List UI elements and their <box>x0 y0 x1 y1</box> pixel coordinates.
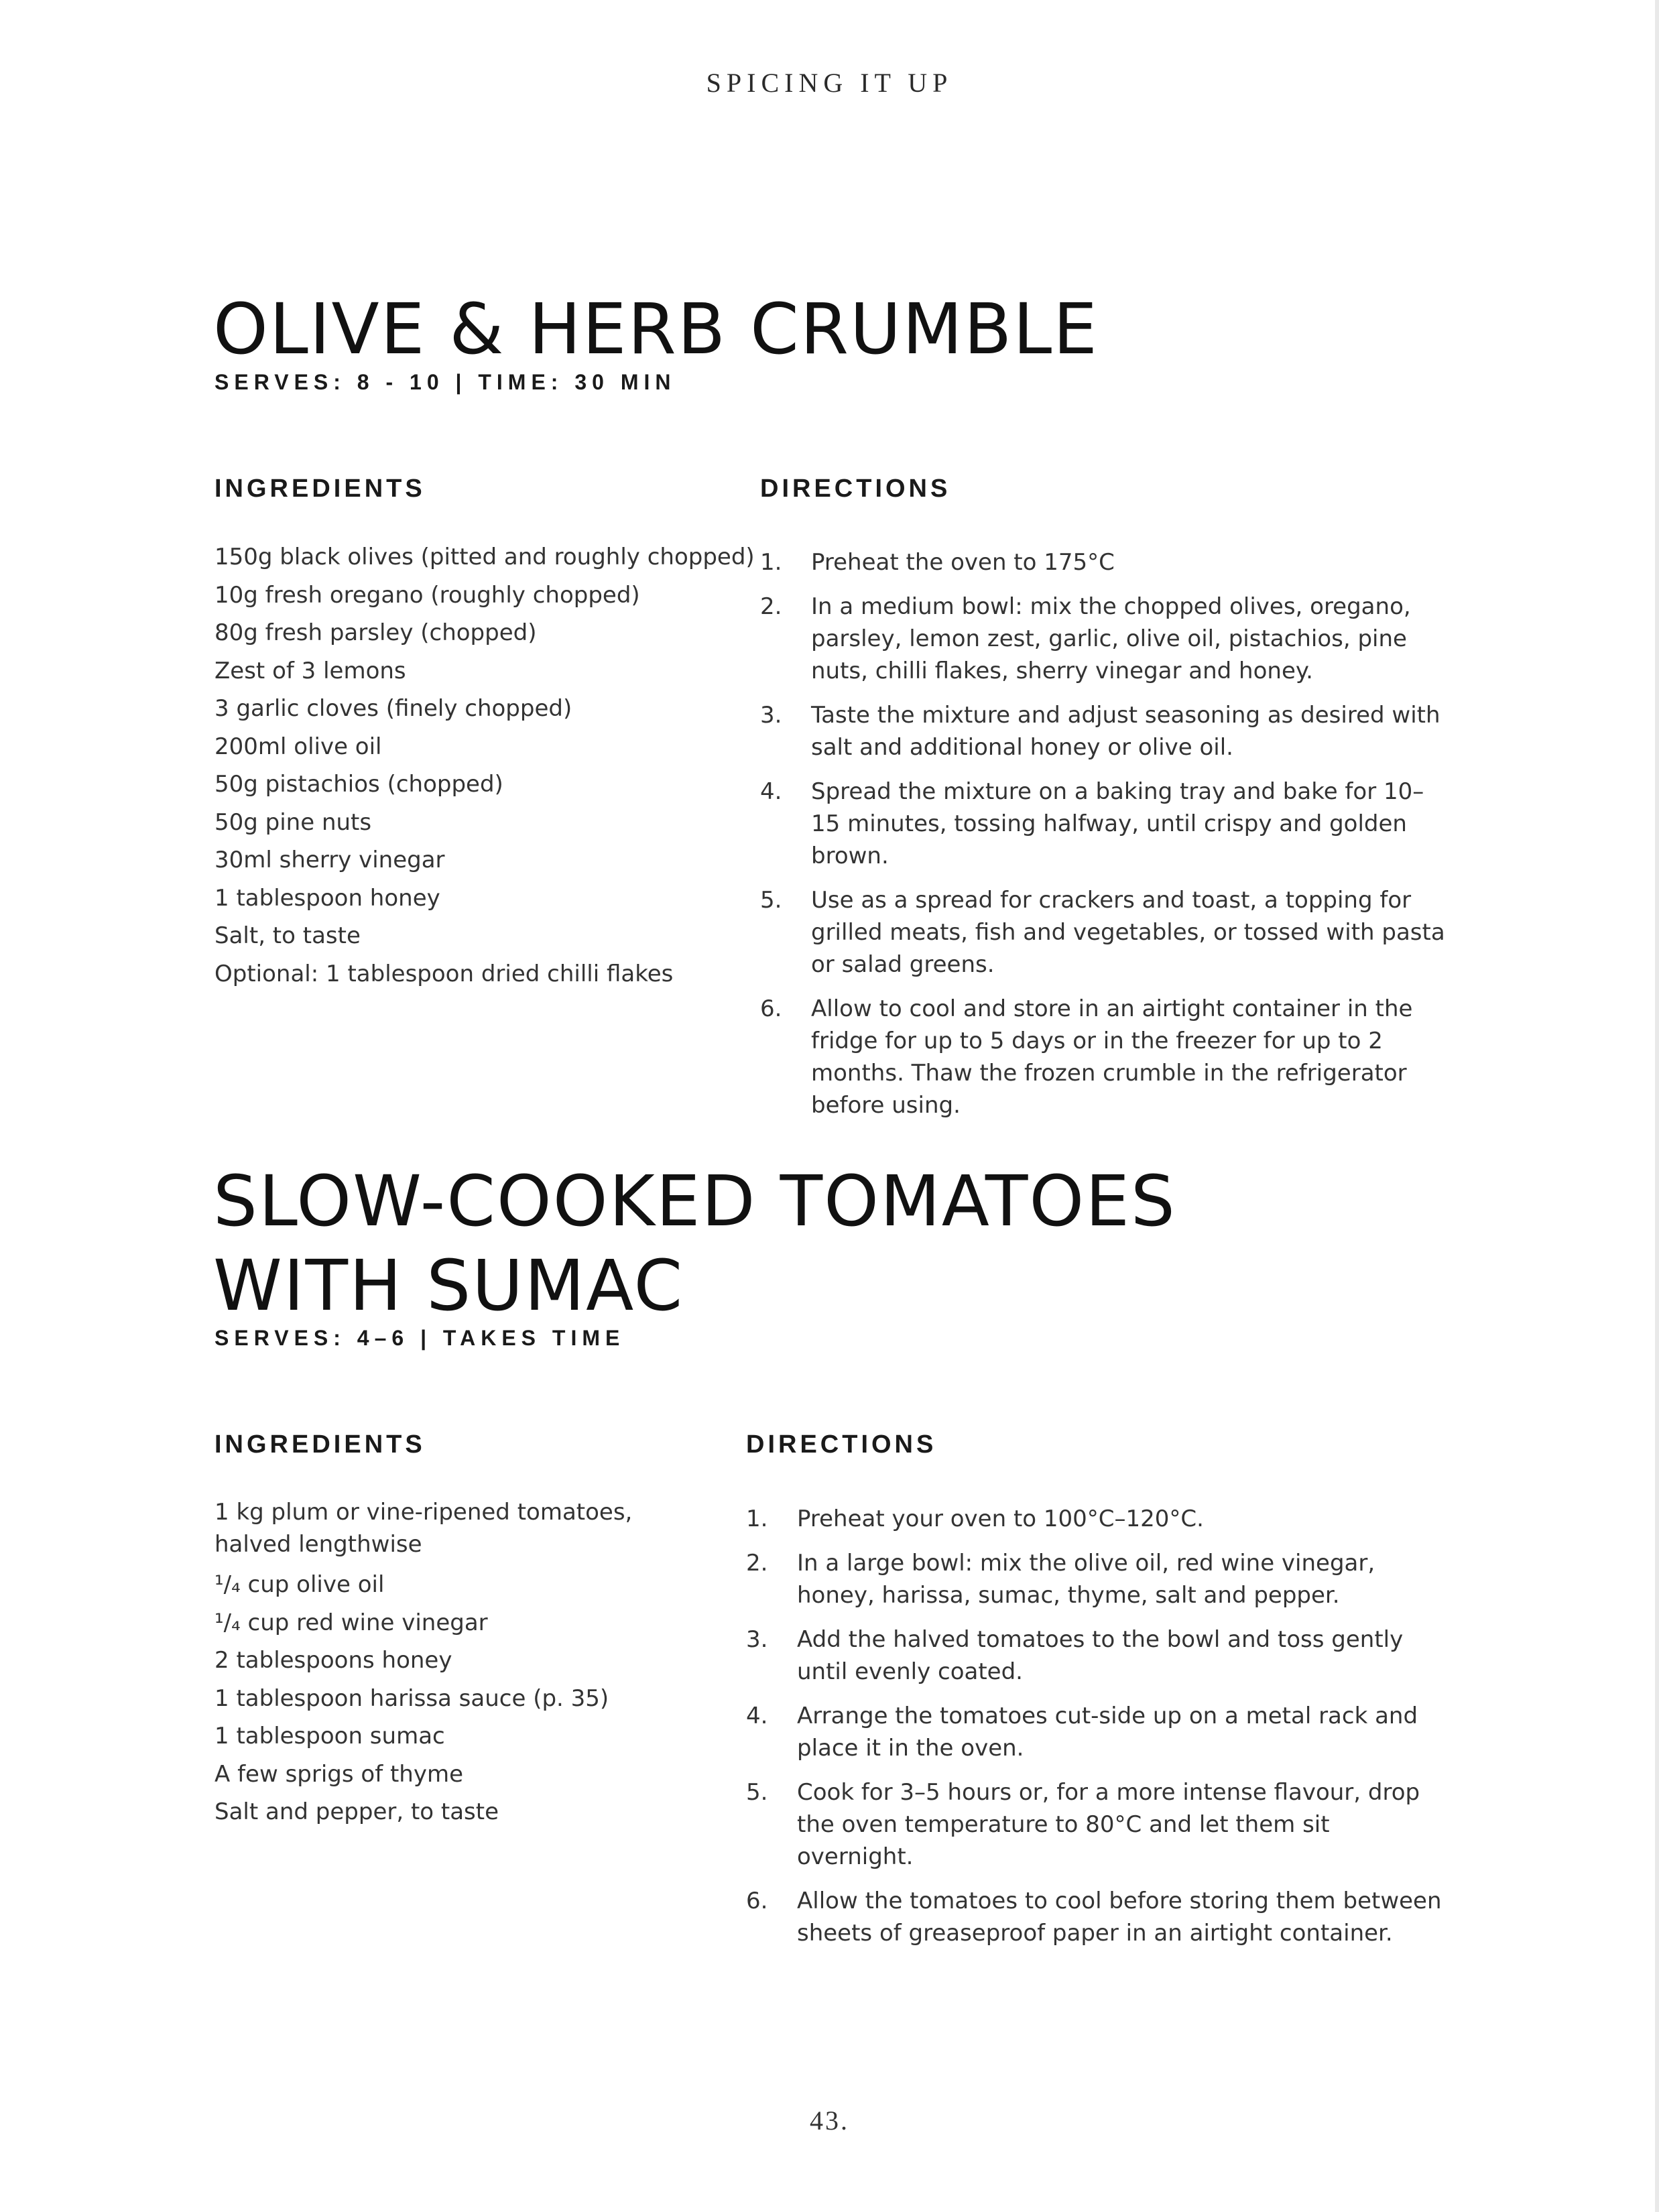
step-number: 6. <box>746 1888 768 1914</box>
direction-step <box>746 1547 1451 1611</box>
ingredient-item: 80g fresh parsley (chopped) <box>214 619 537 646</box>
recipe-title-line: SLOW-COOKED TOMATOES <box>213 1160 1176 1242</box>
step-number: 4. <box>760 778 782 805</box>
step-text: Taste the mixture and adjust seasoning as desired with salt and additional honey or olive oil. <box>811 702 1440 761</box>
step-text: Spread the mixture on a baking tray and bake for 10–15 minutes, tossing halfway, until crispy and golden brown. <box>811 778 1424 869</box>
step-text: Arrange the tomatoes cut-side up on a metal rack and place it in the oven. <box>797 1703 1418 1762</box>
ingredient-item: 1 tablespoon honey <box>214 884 440 912</box>
recipe-title <box>213 287 1099 371</box>
step-number: 3. <box>760 702 782 729</box>
ingredient-item: 30ml sherry vinegar <box>214 847 445 873</box>
ingredient-item: 2 tablespoons honey <box>214 1647 452 1674</box>
running-head: SPICING IT UP <box>706 68 953 98</box>
ingredient-item: A few sprigs of thyme <box>214 1760 464 1788</box>
direction-step <box>760 884 1451 981</box>
direction-step <box>746 1776 1451 1873</box>
direction-step <box>746 1700 1451 1764</box>
step-number: 6. <box>760 995 782 1022</box>
ingredients-list <box>214 1496 643 1831</box>
ingredient-item: ¹/₄ cup red wine vinegar <box>214 1609 488 1636</box>
step-text: In a medium bowl: mix the chopped olives, oregano, parsley, lemon zest, garlic, olive oil, pistachios, pine nuts, chilli flakes, sherry vinegar and honey. <box>811 593 1411 684</box>
ingredient-item: Salt, to taste <box>214 922 361 949</box>
ingredient-item: 50g pine nuts <box>214 808 372 836</box>
step-text: Allow the tomatoes to cool before storing them between sheets of greaseproof paper in an airtight container. <box>797 1888 1442 1947</box>
step-number: 1. <box>746 1506 768 1532</box>
ingredient-item: 50g pistachios (chopped) <box>214 771 503 798</box>
direction-step <box>746 1623 1451 1688</box>
step-text: In a large bowl: mix the olive oil, red wine vinegar, honey, harissa, sumac, thyme, salt and pepper. <box>797 1550 1375 1609</box>
ingredients-heading: INGREDIENTS <box>214 475 426 503</box>
recipe-title-line: OLIVE & HERB CRUMBLE <box>213 288 1099 370</box>
ingredient-item: 10g fresh oregano (roughly chopped) <box>214 581 640 609</box>
ingredient-item: 150g black olives (pitted and roughly chopped) <box>214 544 755 570</box>
direction-step <box>746 1503 1451 1535</box>
direction-step <box>760 591 1451 687</box>
step-text: Add the halved tomatoes to the bowl and toss gently until evenly coated. <box>797 1626 1404 1685</box>
step-text: Use as a spread for crackers and toast, a topping for grilled meats, fish and vegetables, or tossed with pasta or salad greens. <box>811 887 1445 978</box>
step-text: Preheat your oven to 100°C–120°C. <box>797 1506 1204 1532</box>
direction-step <box>746 1885 1451 1949</box>
direction-step <box>760 993 1451 1121</box>
recipe-title <box>213 1159 1176 1328</box>
page-edge-shadow <box>1655 0 1659 2212</box>
step-text: Cook for 3–5 hours or, for a more intense flavour, drop the oven temperature to 80°C and let them sit overnight. <box>797 1779 1420 1870</box>
step-number: 1. <box>760 549 782 576</box>
ingredient-item: 1 tablespoon harissa sauce (p. 35) <box>214 1684 609 1712</box>
ingredient-item: Salt and pepper, to taste <box>214 1798 499 1825</box>
recipe-title-line: WITH SUMAC <box>213 1245 684 1327</box>
step-number: 2. <box>760 593 782 620</box>
step-number: 5. <box>746 1779 768 1806</box>
direction-step <box>760 699 1451 763</box>
ingredient-item: Zest of 3 lemons <box>214 657 406 684</box>
step-text: Allow to cool and store in an airtight container in the fridge for up to 5 days or in the freezer for up to 2 months. Thaw the frozen crumble in the refrigerator before using. <box>811 995 1413 1119</box>
step-number: 4. <box>746 1703 768 1729</box>
directions-list <box>746 1503 1451 1961</box>
ingredient-item: 1 tablespoon sumac <box>214 1723 445 1749</box>
direction-step <box>760 546 1451 578</box>
directions-heading: DIRECTIONS <box>746 1430 937 1459</box>
step-text: Preheat the oven to 175°C <box>811 549 1115 576</box>
ingredient-item: 1 kg plum or vine-ripened tomatoes, halved lengthwise <box>214 1499 633 1558</box>
direction-step <box>760 776 1451 872</box>
step-number: 3. <box>746 1626 768 1653</box>
step-number: 2. <box>746 1550 768 1577</box>
ingredients-heading: INGREDIENTS <box>214 1430 426 1459</box>
step-number: 5. <box>760 887 782 914</box>
ingredient-item: 3 garlic cloves (finely chopped) <box>214 695 572 722</box>
recipe-meta: SERVES: 8 - 10 | TIME: 30 MIN <box>214 370 676 394</box>
ingredient-item: ¹/₄ cup olive oil <box>214 1571 385 1598</box>
ingredients-list <box>214 538 755 993</box>
recipe-meta: SERVES: 4–6 | TAKES TIME <box>214 1326 625 1350</box>
ingredient-item: 200ml olive oil <box>214 733 382 760</box>
directions-heading: DIRECTIONS <box>760 475 951 503</box>
ingredient-item: Optional: 1 tablespoon dried chilli flakes <box>214 960 674 987</box>
directions-list <box>760 546 1451 1133</box>
page-number: 43. <box>810 2105 849 2136</box>
